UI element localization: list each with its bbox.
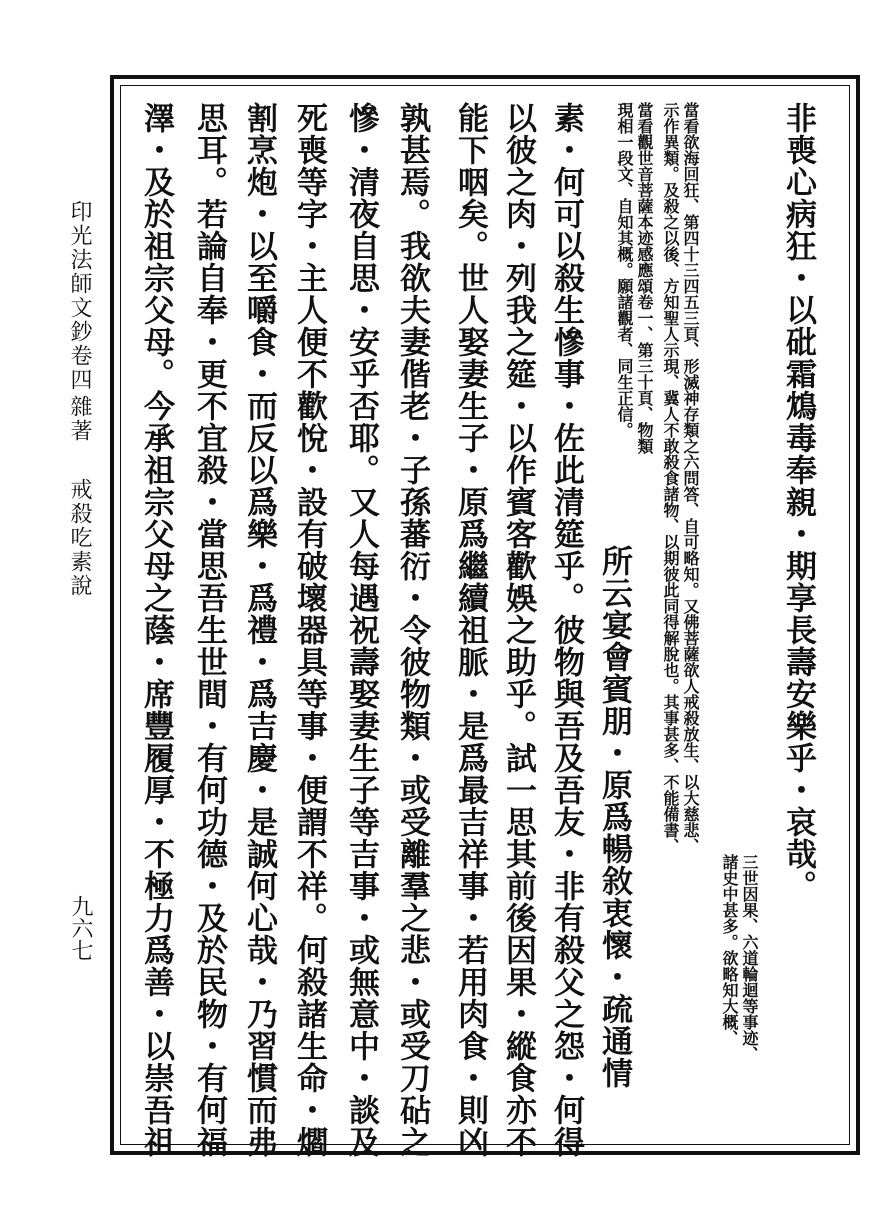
text-column-11: 澤・及於祖宗父母。今承祖宗父母之蔭・席豐履厚・不極力爲善・以崇吾祖: [138, 102, 174, 1158]
note-column-2: 諸史中甚多。欲略知大概、: [720, 854, 739, 1046]
text-column-1: 非喪心病狂・以砒霜鴆毒奉親・期享長壽安樂乎・哀哉。: [780, 102, 816, 902]
text-column-5: 能下咽矣。世人娶妻生子・原爲繼續祖脈・是爲最吉祥事・若用肉食・則凶: [452, 102, 488, 1158]
section-label: 雜著: [67, 395, 92, 443]
text-column-6: 孰甚焉。我欲夫妻偕老・子孫蕃衍・令彼物類・或受離羣之悲・或受刀砧之: [394, 102, 430, 1158]
text-column-8: 死喪等字・主人便不歡悅・設有破壞器具等事・便謂不祥。何殺諸生命・爓: [291, 102, 327, 1158]
text-column-3: 素・何可以殺生慘事・佐此清筵乎。彼物與吾及吾友・非有殺父之怨・何得: [548, 102, 584, 1158]
book-title: 印光法師文鈔卷四: [67, 200, 92, 392]
text-column-4: 以彼之肉・列我之筵・以作賓客歡娛之助乎。試一思其前後因果・縱食亦不: [500, 102, 536, 1158]
text-column-2: 所云宴會賓朋・原爲暢敘衷懷・疏通情: [596, 545, 632, 1089]
essay-title: 戒殺吃素說: [67, 478, 92, 598]
note-column-6: 現相一段文、自知其概。願諸觀者、同生正信。: [615, 102, 634, 438]
note-column-4: 示作異類。及殺之以後、方知聖人示現、冀人不敢殺食諸物、以期彼此同得解脫也。其事甚多、不能備書、: [661, 102, 680, 854]
text-column-10: 思耳。若論自奉・更不宜殺・當思吾生世間・有何功德・及於民物・有何福: [191, 102, 227, 1158]
note-column-5: 當看觀世音菩薩本迹感應頌卷一、第三十頁、物類: [635, 102, 654, 454]
page-number: 九六七: [68, 895, 93, 961]
text-column-9: 割烹炮・以至嚼食・而反以爲樂・爲禮・爲吉慶・是誠何心哉・乃習慣而弗: [241, 102, 277, 1158]
note-column-3: 當看欲海回狂、第四十三四五三頁、形滅神存類之六問答、自可略知。又佛菩薩欲人戒殺放生、以大慈悲、: [681, 102, 700, 854]
note-column-1: 三世因果、六道輪迴等事迹、: [740, 854, 759, 1062]
text-column-7: 慘・清夜自思・安乎否耶。又人每遇祝壽娶妻生子等吉事・或無意中・談及: [343, 102, 379, 1158]
